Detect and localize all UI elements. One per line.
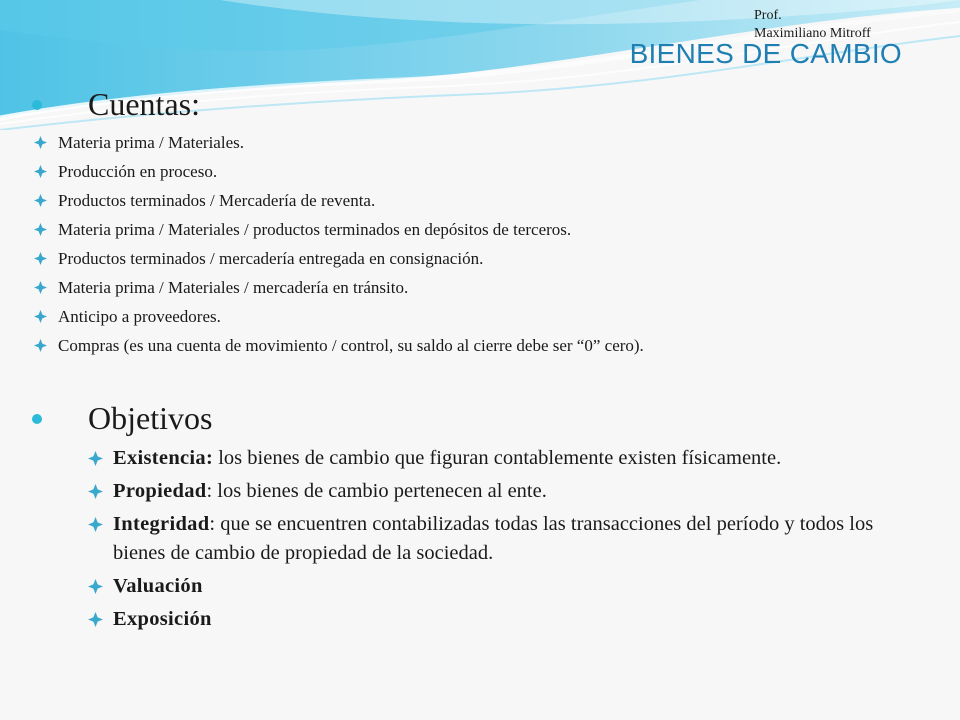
slide-title: BIENES DE CAMBIO: [629, 38, 902, 69]
objetivos-heading-text: Objetivos: [88, 400, 213, 436]
objetivo-description: los bienes de cambio que figuran contablemente existen físicamente.: [213, 447, 782, 469]
diamond-bullet-icon: [34, 339, 47, 352]
round-bullet-icon: [32, 414, 42, 424]
list-item: Productos terminados / Mercadería de reventa.: [34, 186, 934, 215]
diamond-bullet-icon: [88, 612, 103, 627]
diamond-bullet-icon: [34, 252, 47, 265]
diamond-bullet-icon: [34, 165, 47, 178]
cuentas-heading-text: Cuentas:: [88, 86, 200, 122]
objetivo-term: Valuación: [113, 575, 203, 597]
diamond-bullet-icon: [88, 451, 103, 466]
list-item: Materia prima / Materiales / mercadería en tránsito.: [34, 273, 934, 302]
list-item: Anticipo a proveedores.: [34, 302, 934, 331]
author-line-2: Maximiliano Mitroff: [754, 26, 871, 41]
list-item: Producción en proceso.: [34, 157, 934, 186]
diamond-bullet-icon: [88, 579, 103, 594]
list-item: Productos terminados / mercadería entregada en consignación.: [34, 244, 934, 273]
diamond-bullet-icon: [88, 517, 103, 532]
objetivo-description: : que se encuentren contabilizadas todas las transacciones del período y todos los bienes de cambio de propiedad de la sociedad.: [113, 513, 874, 564]
objetivo-description: : los bienes de cambio pertenecen al ente.: [206, 480, 547, 502]
list-item: [88, 510, 928, 568]
diamond-bullet-icon: [34, 310, 47, 323]
list-item: [88, 477, 928, 506]
list-item: Compras (es una cuenta de movimiento / control, su saldo al cierre debe ser “0” cero).: [34, 331, 934, 360]
cuentas-heading: [32, 86, 200, 123]
list-item: [88, 572, 928, 601]
objetivos-list: [88, 444, 928, 638]
author-line-1: Prof.: [754, 8, 782, 23]
objetivos-heading: [32, 400, 212, 437]
objetivo-term: Existencia:: [113, 447, 214, 469]
diamond-bullet-icon: [34, 281, 47, 294]
objetivo-term: Propiedad: [113, 480, 207, 502]
list-item: Materia prima / Materiales.: [34, 128, 934, 157]
list-item: Materia prima / Materiales / productos terminados en depósitos de terceros.: [34, 215, 934, 244]
list-item: [88, 444, 928, 473]
diamond-bullet-icon: [34, 136, 47, 149]
objetivo-term: Exposición: [113, 608, 212, 630]
diamond-bullet-icon: [88, 484, 103, 499]
round-bullet-icon: [32, 100, 42, 110]
objetivo-term: Integridad: [113, 513, 210, 535]
diamond-bullet-icon: [34, 194, 47, 207]
cuentas-list: [34, 128, 934, 360]
diamond-bullet-icon: [34, 223, 47, 236]
list-item: [88, 605, 928, 634]
